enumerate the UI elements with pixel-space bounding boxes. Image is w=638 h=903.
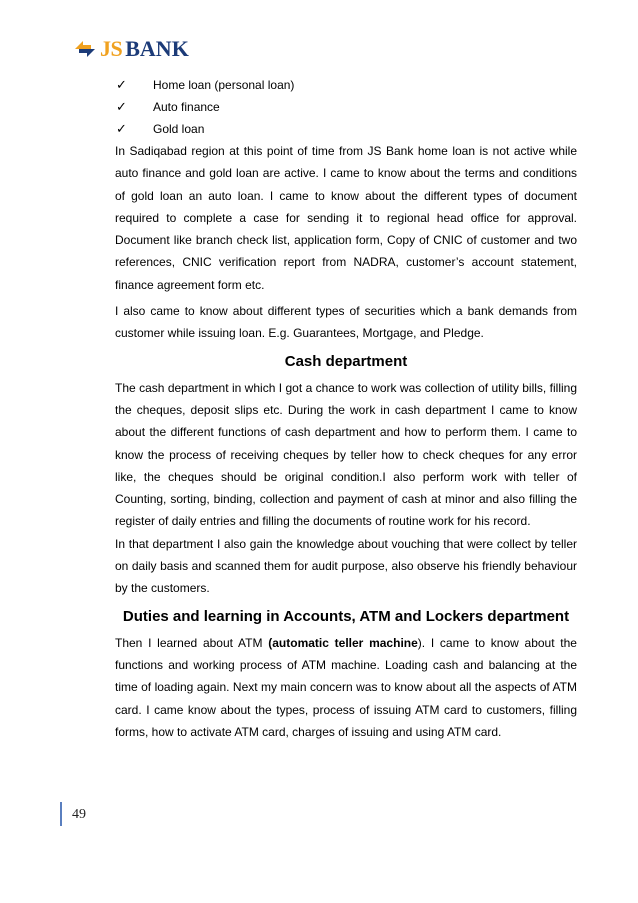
page-content: [115, 74, 577, 743]
vouching-paragraph: In that department I also gain the knowledge about vouching that were collect by teller on daily basis and scanned them for audit purpose, also observe his friendly behaviour by the customers.: [115, 536, 577, 596]
logo-text-bank: BANK: [125, 36, 189, 61]
check-icon: ✓: [116, 77, 127, 92]
list-item: [115, 118, 577, 140]
page-number: 49: [60, 802, 86, 826]
js-bank-emblem-icon: [72, 36, 98, 62]
atm-bold-term: (automatic teller machine: [268, 635, 418, 650]
cash-department-heading: Cash department: [284, 352, 408, 370]
check-icon: ✓: [116, 121, 127, 136]
duties-heading: Duties and learning in Accounts, ATM and Lockers department: [122, 607, 570, 625]
atm-text-after: ). I came to know about the functions and working process of ATM machine. Loading cash and balancing at the time of loading again. Next my main concern was to know about all the aspects of ATM card. I came know about the types, process of issuing ATM card to customers, filling forms, how to activate ATM card, charges of issuing and using ATM card.: [115, 635, 577, 739]
cash-paragraph: The cash department in which I got a chance to work was collection of utility bills, filling the cheques, deposit slips etc. During the work in cash department I came to know about the different functions of cash department and how to perform them. I came to know the process of receiving cheques by teller how to check cheques for any error like, the cheques should be original condition.I also perform work with teller of Counting, sorting, binding, collection and payment of cash at minor and also filling the register of daily entries and filling the documents of routine work for his record.: [115, 380, 577, 529]
list-item: [115, 96, 577, 118]
check-icon: ✓: [116, 99, 127, 114]
atm-paragraph: [115, 632, 577, 743]
loan-paragraph: In Sadiqabad region at this point of time from JS Bank home loan is not active while auto finance and gold loan are active. I came to know about the terms and conditions of gold loan an auto loan. I came to know about the different types of document required to complete a case for sending it to regional head office for approval. Document like branch check list, application form, Copy of CNIC of customer and two references, CNIC verification report from NADRA, customer’s account statement, finance agreement form etc.: [115, 144, 577, 292]
js-bank-logo: [72, 36, 189, 62]
list-item: [115, 74, 577, 96]
list-item-label: Auto finance: [153, 100, 220, 114]
list-item-label: Home loan (personal loan): [153, 78, 295, 92]
list-item-label: Gold loan: [153, 122, 205, 136]
logo-text-js: JS: [100, 36, 123, 61]
atm-text-before: Then I learned about ATM: [115, 635, 269, 650]
securities-paragraph: I also came to know about different types of securities which a bank demands from customer while issuing loan. E.g. Guarantees, Mortgage, and Pledge.: [115, 304, 577, 341]
